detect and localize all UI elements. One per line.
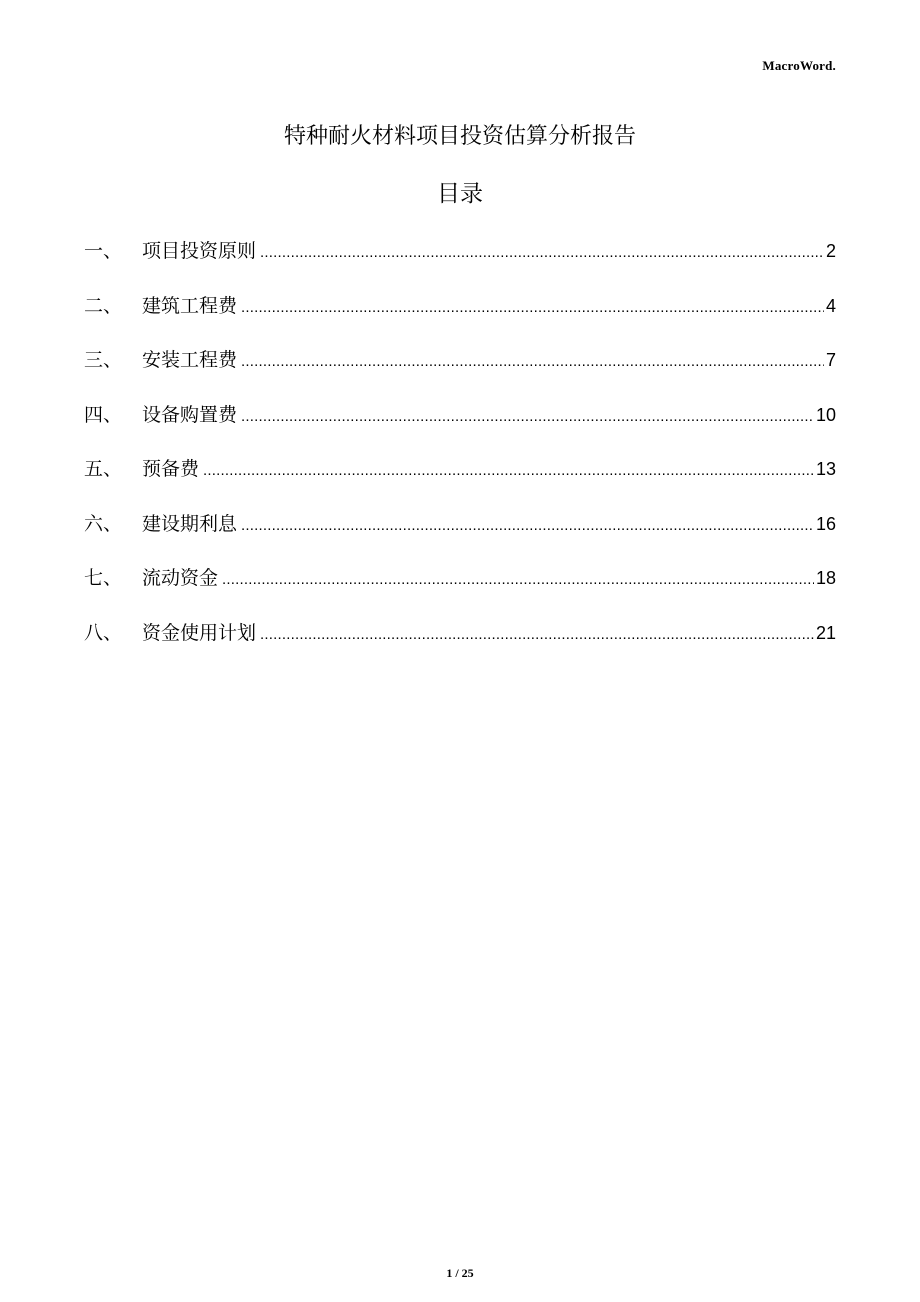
toc-entry-label: 资金使用计划 bbox=[142, 621, 257, 644]
toc-entry-label: 建筑工程费 bbox=[142, 294, 238, 317]
toc-entry-reserve-fund[interactable] bbox=[84, 452, 836, 507]
toc-entry-page: 21 bbox=[815, 622, 836, 643]
toc-entry-page: 18 bbox=[815, 568, 836, 588]
toc-entry-number: 四、 bbox=[84, 403, 123, 426]
toc-entry-installation-cost[interactable] bbox=[84, 343, 836, 398]
toc-dot-leader bbox=[203, 454, 814, 488]
toc-dot-leader bbox=[222, 563, 814, 597]
document-title: 特种耐火材料项目投资估算分析报告 bbox=[283, 124, 636, 149]
toc-dot-leader bbox=[241, 400, 814, 434]
toc-entry-funding-plan[interactable] bbox=[84, 616, 836, 671]
toc-entry-number: 二、 bbox=[84, 294, 123, 317]
toc-dot-leader bbox=[241, 509, 814, 543]
table-of-contents bbox=[84, 234, 836, 670]
toc-entry-investment-principles[interactable] bbox=[84, 234, 836, 289]
toc-dot-leader bbox=[241, 345, 824, 379]
toc-entry-number: 五、 bbox=[84, 458, 123, 480]
toc-entry-label: 安装工程费 bbox=[142, 349, 238, 371]
toc-dot-leader bbox=[241, 291, 824, 325]
toc-entry-construction-interest[interactable] bbox=[84, 507, 836, 562]
toc-entry-construction-cost[interactable] bbox=[84, 289, 836, 344]
toc-entry-number: 六、 bbox=[84, 512, 123, 535]
toc-entry-page: 4 bbox=[825, 295, 836, 316]
toc-entry-number: 三、 bbox=[84, 349, 123, 371]
toc-entry-equipment-cost[interactable] bbox=[84, 398, 836, 453]
toc-entry-page: 7 bbox=[825, 350, 836, 370]
toc-entry-working-capital[interactable] bbox=[84, 561, 836, 616]
toc-entry-page: 10 bbox=[815, 404, 836, 425]
toc-entry-page: 16 bbox=[815, 513, 836, 534]
toc-entry-page: 2 bbox=[825, 241, 836, 261]
toc-dot-leader bbox=[260, 618, 814, 652]
toc-entry-label: 预备费 bbox=[142, 458, 200, 480]
toc-entry-label: 设备购置费 bbox=[142, 403, 238, 426]
page-number: 1 / 25 bbox=[446, 1266, 474, 1280]
header-brand: MacroWord. bbox=[762, 58, 836, 73]
toc-entry-number: 八、 bbox=[84, 621, 123, 644]
toc-dot-leader bbox=[260, 236, 824, 270]
toc-heading: 目录 bbox=[437, 181, 483, 207]
toc-entry-number: 七、 bbox=[84, 567, 123, 589]
toc-entry-page: 13 bbox=[815, 459, 836, 479]
toc-entry-number: 一、 bbox=[84, 240, 123, 262]
toc-entry-label: 项目投资原则 bbox=[142, 240, 257, 262]
toc-entry-label: 流动资金 bbox=[142, 567, 219, 589]
toc-entry-label: 建设期利息 bbox=[142, 512, 238, 535]
